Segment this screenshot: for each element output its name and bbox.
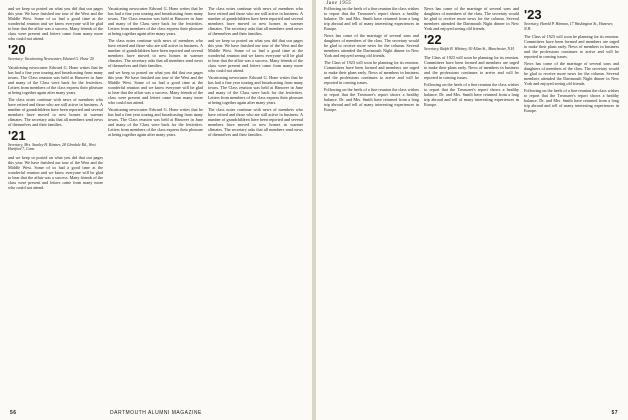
- column-text: The class notes continue with news of members who have retired and those who are still active in business. A number of grandchildren have been reported and several members have moved to new homes in warmer climates. The secretary asks that all members send news of themselves and their families.: [208, 6, 303, 36]
- class-secretary: Secretary, Harold P. Hinman, 17 Washington St., Hanover, N.H.: [524, 22, 613, 31]
- footer-title: DARTMOUTH ALUMNI MAGAZINE: [110, 410, 202, 416]
- right-page: [316, 0, 628, 420]
- column-text: News has come of the marriage of several sons and daughters of members of the class. The secretary would be glad to receive more news for the column. Several members attended the Dartmouth Night dinner in New York and enjoyed seeing old friends.: [524, 61, 619, 87]
- class-year-heading: '22: [424, 32, 442, 47]
- column-text: The class notes continue with news of members who have retired and those who are still active in business. A number of grandchildren have been reported and several members have moved to new homes in warmer climates. The secretary asks that all members send news of themselves and their families.: [208, 107, 303, 137]
- column-text: News has come of the marriage of several sons and daughters of members of the class. The secretary would be glad to receive more news for the column. Several members attended the Dartmouth Night dinner in New York and enjoyed seeing old friends.: [424, 6, 519, 31]
- class-secretary: Secretary, Ralph B. Whitney, 50 Allan St., Manchester, N.H.: [424, 47, 515, 51]
- page-number: 57: [611, 410, 618, 416]
- page-number: 56: [10, 410, 17, 416]
- column-text: Vacationing newscaster Edward G. Hone writes that he has had a fine year touring and broadcasting from many towns. The Class reunion was held at Hanover in June and many of the Class were back for the festivities. Letters from members of the class express their pleasure at being together again after many years.: [108, 107, 203, 137]
- column-text: and we keep so posted on what you did that our pages this year. We have finished our tour of the West and the Middle West. Some of us had a good time at the wonderful reunion and we know everyone will be glad to hear that the affair was a success. Many friends of the class were present and letters came from many more who could not attend.: [8, 6, 103, 41]
- class-year-heading: '20: [8, 42, 26, 57]
- page-header: June 1955: [326, 1, 352, 6]
- column-text: Following on the heels of a fine reunion the class wishes to report that the Treasurer's report shows a healthy balance. Dr. and Mrs. Smith have returned from a long trip abroad and tell of many interesting experiences in Europe.: [524, 88, 619, 114]
- column-text: Following on the heels of a fine reunion the class wishes to report that the Treasurer's report shows a healthy balance. Dr. and Mrs. Smith have returned from a long trip abroad and tell of many interesting experiences in Europe.: [324, 6, 419, 31]
- column-text: Vacationing newscaster Edward G. Hone writes that he has had a fine year touring and broadcasting from many towns. The Class reunion was held at Hanover in June and many of the Class were back for the festivities. Letters from members of the class express their pleasure at being together again after many years.: [208, 75, 303, 105]
- right-column-2: [424, 6, 519, 400]
- column-text: The class notes continue with news of members who have retired and those who are still active in business. A number of grandchildren have been reported and several members have moved to new homes in warmer climates. The secretary asks that all members send news of themselves and their families.: [108, 38, 203, 68]
- class-secretary: Secretary: Vacationing Newscaster, Edward G. Hone '20: [8, 57, 94, 61]
- left-column-1: [8, 6, 103, 400]
- left-column-2: [108, 6, 203, 400]
- class-secretary: Secretary, Mrs. Stanley H. Kintner, 28 Glendale Rd., West Hartford 7, Conn.: [8, 142, 96, 152]
- column-text: The class notes continue with news of members who have retired and those who are still active in business. A number of grandchildren have been reported and several members have moved to new homes in warmer climates. The secretary asks that all members send news of themselves and their families.: [8, 96, 103, 127]
- class-year-heading: '23: [524, 7, 542, 22]
- column-text: Following on the heels of a fine reunion the class wishes to report that the Treasurer's report shows a healthy balance. Dr. and Mrs. Smith have returned from a long trip abroad and tell of many interesting experiences in Europe.: [324, 87, 419, 112]
- left-page: [0, 0, 312, 420]
- column-text: and we keep so posted on what you did that our pages this year. We have finished our tour of the West and the Middle West. Some of us had a good time at the wonderful reunion and we know everyone will be glad to hear that the affair was a success. Many friends of the class were present and letters came from many more who could not attend.: [108, 70, 203, 105]
- right-column-1: [324, 6, 419, 400]
- column-text: and we keep so posted on what you did that our pages this year. We have finished our tour of the West and the Middle West. Some of us had a good time at the wonderful reunion and we know everyone will be glad to hear that the affair was a success. Many friends of the class were present and letters came from many more who could not attend.: [208, 38, 303, 73]
- column-text: Vacationing newscaster Edward G. Hone writes that he has had a fine year touring and broadcasting from many towns. The Class reunion was held at Hanover in June and many of the Class were back for the festivities. Letters from members of the class express their pleasure at being together again after many years.: [8, 64, 103, 95]
- column-text: The Class of 1923 will soon be planning for its reunion. Committees have been formed and members are urged to make their plans early. News of members in business and the professions continues to arrive and will be reported in coming issues.: [324, 60, 419, 85]
- column-text: The Class of 1923 will soon be planning for its reunion. Committees have been formed and members are urged to make their plans early. News of members in business and the professions continues to arrive and will be reported in coming issues.: [424, 54, 519, 80]
- column-text: The Class of 1923 will soon be planning for its reunion. Committees have been formed and members are urged to make their plans early. News of members in business and the professions continues to arrive and will be reported in coming issues.: [524, 34, 619, 60]
- column-text: and we keep so posted on what you did that our pages this year. We have finished our tour of the West and the Middle West. Some of us had a good time at the wonderful reunion and we know everyone will be glad to hear that the affair was a success. Many friends of the class were present and letters came from many more who could not attend.: [8, 154, 103, 190]
- column-text: News has come of the marriage of several sons and daughters of members of the class. The secretary would be glad to receive more news for the column. Several members attended the Dartmouth Night dinner in New York and enjoyed seeing old friends.: [324, 33, 419, 58]
- right-column-3: [524, 6, 619, 400]
- class-year-heading: '21: [8, 127, 26, 143]
- column-text: Following on the heels of a fine reunion the class wishes to report that the Treasurer's report shows a healthy balance. Dr. and Mrs. Smith have returned from a long trip abroad and tell of many interesting experiences in Europe.: [424, 81, 519, 107]
- column-text: Vacationing newscaster Edward G. Hone writes that he has had a fine year touring and broadcasting from many towns. The Class reunion was held at Hanover in June and many of the Class were back for the festivities. Letters from members of the class express their pleasure at being together again after many years.: [108, 6, 203, 36]
- left-column-3: [208, 6, 303, 400]
